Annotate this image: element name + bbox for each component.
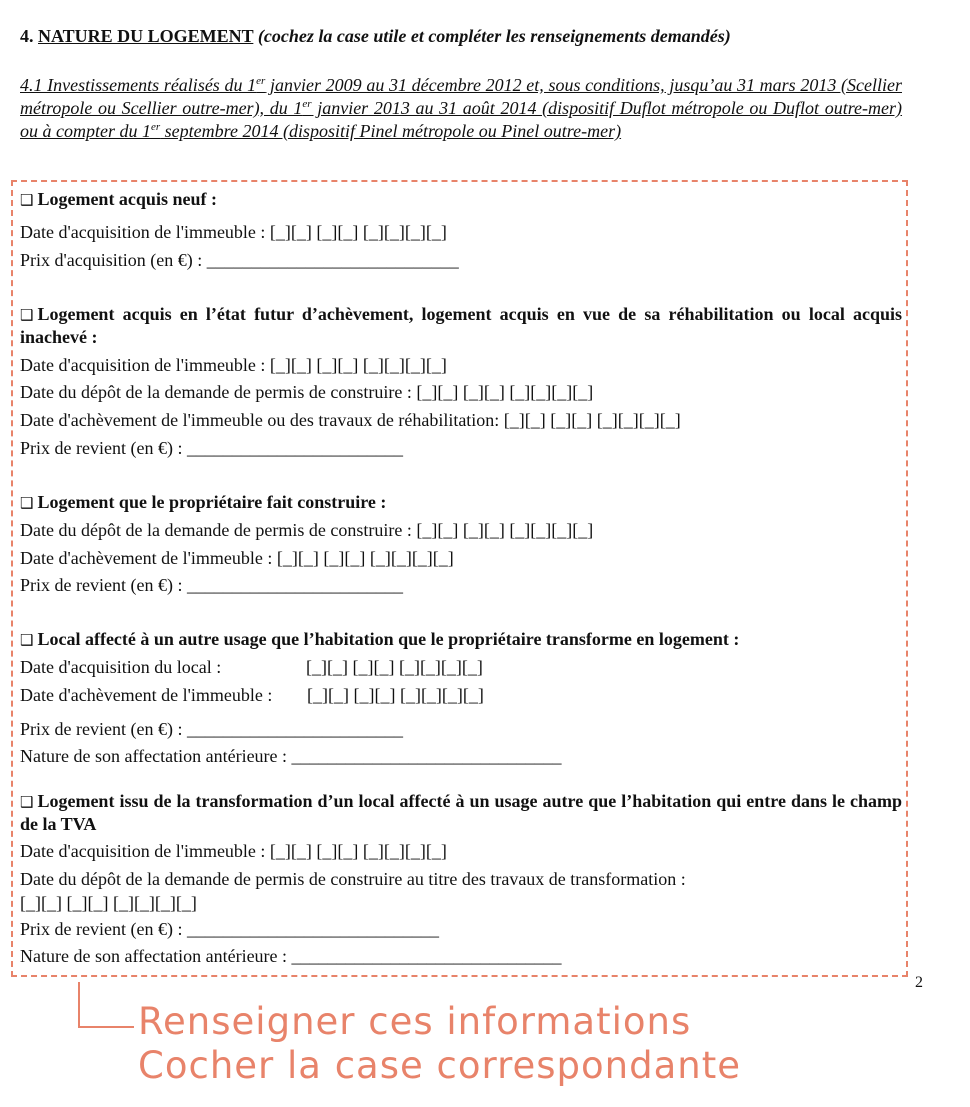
checkbox-icon[interactable]: ❑ xyxy=(20,631,34,649)
option-tva-label: Logement issu de la transformation d’un local affecté à un usage autre que l’habitation qui entre dans le champ de la TVA xyxy=(20,791,902,834)
section-instruction: (cochez la case utile et compléter les renseignements demandés) xyxy=(257,26,731,46)
tva-cost-price[interactable]: Prix de revient (en €) : ____________________________ xyxy=(20,919,439,939)
tva-permit-date[interactable]: [_][_] [_][_] [_][_][_][_] xyxy=(20,893,197,913)
page-number: 2 xyxy=(915,974,923,991)
local-completion-label: Date d'achèvement de l'immeuble : xyxy=(20,685,273,705)
intro-text-4: septembre 2014 (dispositif Pinel métropole ou Pinel outre-mer) xyxy=(160,121,622,141)
callout-connector-vertical xyxy=(78,982,80,1028)
section-title: NATURE DU LOGEMENT xyxy=(38,26,254,46)
construit-cost-price[interactable]: Prix de revient (en €) : ________________________ xyxy=(20,575,403,595)
vefa-acquisition-date[interactable]: Date d'acquisition de l'immeuble : [_][_] [_][_] [_][_][_][_] xyxy=(20,355,447,375)
vefa-completion-date[interactable]: Date d'achèvement de l'immeuble ou des travaux de réhabilitation: [_][_] [_][_] [_][_][_][_] xyxy=(20,410,681,430)
option-construit[interactable] xyxy=(20,491,386,514)
option-vefa[interactable] xyxy=(20,303,902,348)
vefa-permit-date[interactable]: Date du dépôt de la demande de permis de construire : [_][_] [_][_] [_][_][_][_] xyxy=(20,382,594,402)
checkbox-icon[interactable]: ❑ xyxy=(20,306,34,324)
construit-completion-date[interactable]: Date d'achèvement de l'immeuble : [_][_] [_][_] [_][_][_][_] xyxy=(20,548,454,568)
section-number: 4. xyxy=(20,26,34,46)
callout-line-1: Renseigner ces informations xyxy=(138,1000,692,1043)
intro-sup-2: er xyxy=(302,98,312,110)
intro-sup-3: er xyxy=(150,121,161,133)
callout-line-2: Cocher la case correspondante xyxy=(138,1044,741,1087)
local-cost-price[interactable]: Prix de revient (en €) : ________________________ xyxy=(20,719,403,739)
local-acquisition-label: Date d'acquisition du local : xyxy=(20,657,222,677)
neuf-acquisition-date[interactable]: Date d'acquisition de l'immeuble : [_][_] [_][_] [_][_][_][_] xyxy=(20,222,447,242)
section-heading xyxy=(20,26,731,47)
vefa-cost-price[interactable]: Prix de revient (en €) : ________________________ xyxy=(20,438,403,458)
checkbox-icon[interactable]: ❑ xyxy=(20,793,34,811)
option-neuf-label: Logement acquis neuf : xyxy=(37,189,217,209)
checkbox-icon[interactable]: ❑ xyxy=(20,494,34,512)
neuf-acquisition-price[interactable]: Prix d'acquisition (en €) : ____________________________ xyxy=(20,250,459,270)
option-neuf[interactable] xyxy=(20,188,217,211)
option-construit-label: Logement que le propriétaire fait construire : xyxy=(37,492,387,512)
local-prior-use[interactable]: Nature de son affectation antérieure : ______________________________ xyxy=(20,746,562,766)
intro-paragraph xyxy=(20,74,902,143)
option-tva[interactable] xyxy=(20,790,902,835)
intro-text-3: janvier 2013 au 31 août 2014 (dispositif Duflot métropole ou Duflot outre-mer) ou à compter du 1 xyxy=(20,98,903,141)
tva-acquisition-date[interactable]: Date d'acquisition de l'immeuble : [_][_] [_][_] [_][_][_][_] xyxy=(20,841,447,861)
tva-prior-use[interactable]: Nature de son affectation antérieure : ______________________________ xyxy=(20,946,562,966)
option-local-label: Local affecté à un autre usage que l’habitation que le propriétaire transforme en logement : xyxy=(37,629,740,649)
checkbox-icon[interactable]: ❑ xyxy=(20,191,34,209)
local-completion-date[interactable]: [_][_] [_][_] [_][_][_][_] xyxy=(307,685,484,705)
tva-permit-label: Date du dépôt de la demande de permis de construire au titre des travaux de transformation : xyxy=(20,869,686,889)
local-acquisition-date[interactable]: [_][_] [_][_] [_][_][_][_] xyxy=(306,657,483,677)
callout-connector-horizontal xyxy=(78,1026,134,1028)
intro-sup-1: er xyxy=(256,75,266,87)
intro-text-1: 4.1 Investissements réalisés du 1 xyxy=(20,75,257,95)
option-vefa-label: Logement acquis en l’état futur d’achèvement, logement acquis en vue de sa réhabilitation ou local acquis inachevé : xyxy=(20,304,902,347)
construit-permit-date[interactable]: Date du dépôt de la demande de permis de construire : [_][_] [_][_] [_][_][_][_] xyxy=(20,520,594,540)
intro-text-2: janvier 2009 au 31 décembre 2012 et, sous conditions, jusqu’au 31 mars 2013 (Scellier métropole ou Scellier outre-mer), du 1 xyxy=(20,75,902,118)
option-local[interactable] xyxy=(20,628,739,651)
